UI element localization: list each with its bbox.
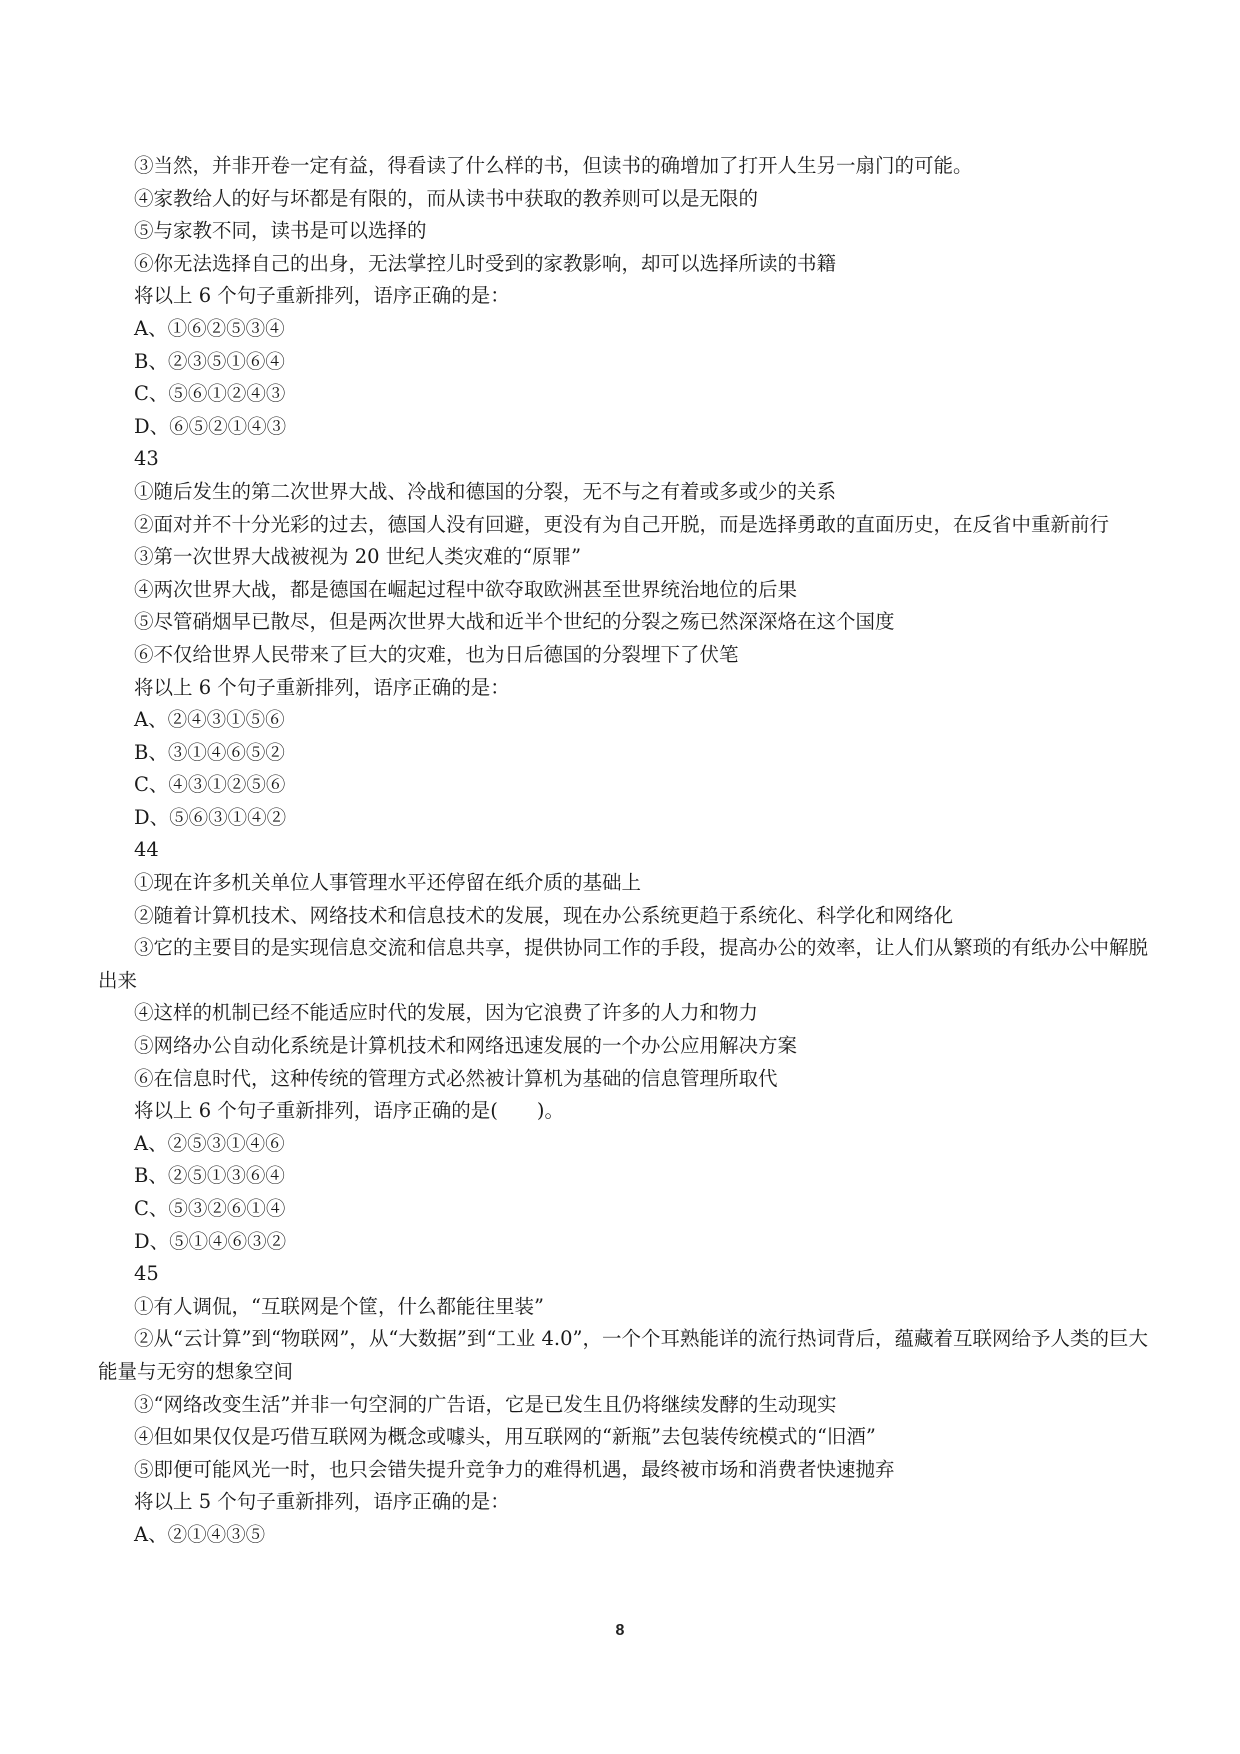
text-line: ④但如果仅仅是巧借互联网为概念或噱头，用互联网的“新瓶”去包装传统模式的“旧酒” <box>134 1425 876 1449</box>
text-line: ⑤即便可能风光一时，也只会错失提升竞争力的难得机遇，最终被市场和消费者快速抛弃 <box>134 1457 895 1481</box>
text-line: ①有人调侃，“互联网是个筐，什么都能往里装” <box>134 1294 544 1318</box>
question-prompt: 将以上 6 个句子重新排列，语序正确的是： <box>134 675 510 699</box>
text-line: ④两次世界大战，都是德国在崛起过程中欲夺取欧洲甚至世界统治地位的后果 <box>134 577 798 601</box>
question-prompt: 将以上 6 个句子重新排列，语序正确的是( )。 <box>134 1099 565 1123</box>
text-line: ③“网络改变生活”并非一句空洞的广告语，它是已发生且仍将继续发酵的生动现实 <box>134 1392 837 1416</box>
text-line: ⑤尽管硝烟早已散尽，但是两次世界大战和近半个世纪的分裂之殇已然深深烙在这个国度 <box>134 610 895 634</box>
page-number: 8 <box>615 1622 625 1639</box>
answer-option: C、⑤③②⑥①④ <box>134 1197 286 1220</box>
text-line: ③当然，并非开卷一定有益，得看读了什么样的书，但读书的确增加了打开人生另一扇门的可能。 <box>134 154 973 177</box>
text-line: ④家教给人的好与坏都是有限的，而从读书中获取的教养则可以是无限的 <box>134 186 759 210</box>
text-line: ⑥在信息时代，这种传统的管理方式必然被计算机为基础的信息管理所取代 <box>134 1066 778 1090</box>
answer-option: D、⑥⑤②①④③ <box>134 414 287 438</box>
question-number: 45 <box>134 1262 159 1286</box>
answer-option: A、②⑤③①④⑥ <box>134 1131 285 1155</box>
answer-option: D、⑤①④⑥③② <box>134 1229 287 1253</box>
text-line: ③第一次世界大战被视为 20 世纪人类灾难的“原罪” <box>134 545 582 569</box>
text-line: ①随后发生的第二次世界大战、冷战和德国的分裂，无不与之有着或多或少的关系 <box>134 479 837 503</box>
answer-option: D、⑤⑥③①④② <box>134 805 287 829</box>
answer-option: B、②③⑤①⑥④ <box>134 349 285 373</box>
question-prompt: 将以上 6 个句子重新排列，语序正确的是： <box>134 284 510 308</box>
answer-option: A、②①④③⑤ <box>134 1522 266 1546</box>
answer-option: A、②④③①⑤⑥ <box>134 708 285 732</box>
text-line: ⑤与家教不同，读书是可以选择的 <box>134 219 427 243</box>
text-line: ⑤网络办公自动化系统是计算机技术和网络迅速发展的一个办公应用解决方案 <box>134 1034 798 1058</box>
answer-option: A、①⑥②⑤③④ <box>134 316 285 340</box>
answer-option: C、④③①②⑤⑥ <box>134 773 286 797</box>
question-number: 44 <box>134 838 159 862</box>
text-line: ③它的主要目的是实现信息交流和信息共享，提供协同工作的手段，提高办公的效率，让人们从繁琐的有纸办公中解脱出来 <box>98 936 1149 992</box>
text-line: ⑥你无法选择自己的出身，无法掌控儿时受到的家教影响，却可以选择所读的书籍 <box>134 251 837 275</box>
answer-option: C、⑤⑥①②④③ <box>134 382 286 406</box>
text-line: ②从“云计算”到“物联网”，从“大数据”到“工业 4.0”，一个个耳熟能详的流行热词背后，蕴藏着互联网给予人类的巨大能量与无穷的想象空间 <box>98 1327 1148 1383</box>
text-line: ⑥不仅给世界人民带来了巨大的灾难，也为日后德国的分裂埋下了伏笔 <box>134 642 739 666</box>
question-prompt: 将以上 5 个句子重新排列，语序正确的是： <box>134 1490 510 1514</box>
text-line: ②面对并不十分光彩的过去，德国人没有回避，更没有为自己开脱，而是选择勇敢的直面历史，在反省中重新前行 <box>134 512 1110 536</box>
answer-option: B、③①④⑥⑤② <box>134 740 285 764</box>
text-line: ①现在许多机关单位人事管理水平还停留在纸介质的基础上 <box>134 871 642 895</box>
document-body <box>98 150 1150 1552</box>
question-number: 43 <box>134 447 159 471</box>
text-line: ④这样的机制已经不能适应时代的发展，因为它浪费了许多的人力和物力 <box>134 1001 759 1025</box>
answer-option: B、②⑤①③⑥④ <box>134 1164 285 1188</box>
text-line: ②随着计算机技术、网络技术和信息技术的发展，现在办公系统更趋于系统化、科学化和网络化 <box>134 903 954 927</box>
